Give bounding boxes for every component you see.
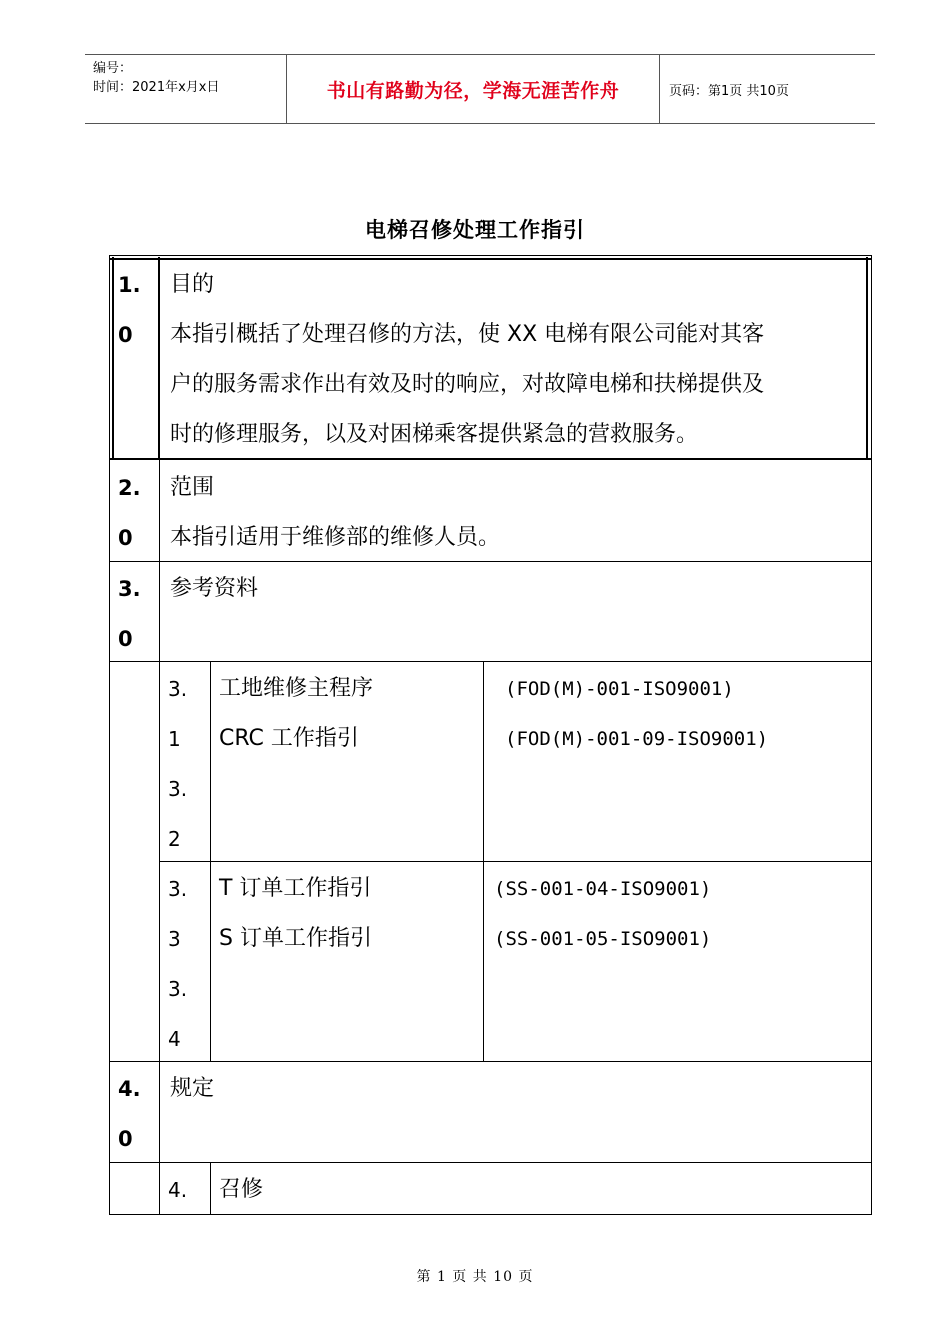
section-body: 本指引概括了处理召修的方法，使 XX 电梯有限公司能对其客	[170, 322, 765, 347]
reference-name: CRC 工作指引	[219, 726, 359, 751]
reference-number: 3	[168, 927, 181, 951]
reference-number: 1	[168, 727, 181, 751]
reference-name: S 订单工作指引	[219, 926, 372, 951]
reference-number: 3.	[168, 977, 188, 1001]
section-body: 本指引适用于维修部的维修人员。	[170, 525, 501, 550]
section-number: 0	[118, 526, 133, 550]
section-number: 2.	[118, 476, 141, 500]
section-number: 4.	[118, 1077, 141, 1101]
table-border	[109, 258, 872, 260]
reference-number: 4	[168, 1027, 181, 1051]
section-heading: 规定	[170, 1076, 215, 1101]
table-column-divider	[158, 257, 160, 460]
reference-number: 3.	[168, 777, 188, 801]
reference-code: (FOD(M)-001-ISO9001)	[505, 678, 734, 700]
section-number: 3.	[118, 577, 141, 601]
table-column-divider	[483, 661, 484, 1061]
section-heading: 参考资料	[170, 576, 259, 601]
reference-name: 工地维修主程序	[219, 676, 374, 701]
page-footer: 第 1 页 共 10 页	[416, 1269, 534, 1285]
table-column-divider	[210, 661, 211, 1061]
document-code-label: 编号：	[93, 61, 133, 76]
reference-number: 3.	[168, 877, 188, 901]
table-row-divider	[109, 1162, 872, 1163]
section-number: 1.	[118, 273, 141, 297]
subsection-number: 4.	[168, 1178, 188, 1202]
reference-code: (FOD(M)-001-09-ISO9001)	[505, 728, 769, 750]
header-motto: 书山有路勤为径，学海无涯苦作舟	[326, 79, 620, 102]
header-page-info: 页码：第1页 共10页	[669, 83, 789, 99]
table-row-divider	[109, 1061, 872, 1062]
section-heading: 范围	[170, 475, 215, 500]
reference-name: T 订单工作指引	[219, 876, 372, 901]
table-border	[866, 257, 868, 460]
table-row-divider	[159, 861, 872, 862]
section-number: 0	[118, 323, 133, 347]
header-divider	[659, 55, 660, 123]
reference-code: (SS-001-04-ISO9001)	[494, 878, 712, 900]
document-time-label: 时间：2021年x月x日	[93, 80, 220, 95]
section-number: 0	[118, 627, 133, 651]
table-column-divider	[159, 460, 160, 1215]
reference-code: (SS-001-05-ISO9001)	[494, 928, 712, 950]
header-left	[93, 59, 219, 97]
section-body: 时的修理服务，以及对困梯乘客提供紧急的营救服务。	[170, 422, 699, 447]
page-header	[85, 54, 875, 124]
section-heading: 目的	[170, 272, 215, 297]
reference-number: 3.	[168, 677, 188, 701]
section-number: 0	[118, 1127, 133, 1151]
reference-number: 2	[168, 827, 181, 851]
table-column-divider	[210, 1162, 211, 1215]
table-row-divider	[109, 661, 872, 662]
document-title: 电梯召修处理工作指引	[365, 218, 585, 242]
table-border	[112, 257, 114, 460]
section-body: 户的服务需求作出有效及时的响应，对故障电梯和扶梯提供及	[170, 372, 765, 397]
subsection-heading: 召修	[219, 1177, 264, 1202]
